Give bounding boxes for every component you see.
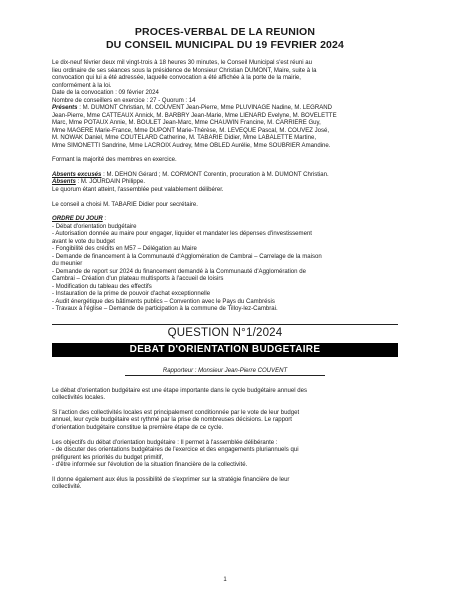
body-line: - de discuter des orientations budgétaires de l'exercice et des engagements pluriannuels qui (52, 447, 299, 454)
body-paragraph-4 (52, 477, 398, 492)
agenda-item: - Demande de report sur 2024 du financement demandé à la Communauté d'Agglomération de (52, 268, 306, 275)
agenda-heading: ORDRE DU JOUR (52, 216, 103, 223)
body-line: Les objectifs du débat d'orientation budgétaire : Il permet à l'assemblée délibérante : (52, 439, 278, 446)
page-number: 1 (223, 577, 227, 583)
presents-label: Présents (52, 105, 78, 111)
intro-paragraph (52, 60, 398, 150)
quorum-statement: Le quorum étant atteint, l'assemblée peut valablement délibérer. (52, 186, 224, 193)
agenda-item: - Autorisation donnée au maire pour engager, liquider et mandater les dépenses d'investissement (52, 231, 312, 238)
agenda-item: avant le vote du budget (52, 238, 115, 245)
presents-line (52, 105, 398, 113)
agenda-item: - Demande de financement à la Communauté d'Agglomération de Cambrai – Carrelage de la maison (52, 253, 322, 260)
excused-text: : M. DEHON Gérard ; M. CORMONT Corentin, procuration à M. DUMONT Christian. (101, 171, 329, 178)
presents-text: : M. DUMONT Christian, M. COUVENT Jean-Pierre, Mme PLUVINAGE Nadine, M. LEGRAND (77, 105, 333, 111)
presents-line: Jean-Pierre, Mme CATTEAUX Annick, M. BARBRY Jean-Marie, Mme LIENARD Evelyne, M. BOVELETTE (52, 112, 337, 119)
presents-line: Mme MAGERE Marie-France, Mme DUPONT Marie-Thérèse, M. LEVEQUE Pascal, M. COUVEZ José, (52, 127, 330, 134)
presents-line: Mme SIMONETTI Sandrine, Mme LACROIX Audrey, Mme OBLED Aurélie, Mme SOUBRIER Amandine. (52, 142, 331, 149)
councillors-count: Nombre de conseillers en exercice : 27 - Quorum : 14 (52, 97, 196, 104)
body-paragraph-3 (52, 440, 398, 470)
body-paragraph-2 (52, 410, 398, 433)
agenda-item: Cambrai – Création d'un plateau multisports à l'accueil de loisirs (52, 276, 224, 283)
agenda-item: - Fongibilité des crédits en M57 – Délégation au Maire (52, 246, 197, 253)
majority-statement: Formant la majorité des membres en exercice. (52, 157, 177, 164)
agenda-item: - Modification du tableau des effectifs (52, 283, 152, 290)
intro-line: convocation qui lui a été adressée, laquelle convocation a été affichée à la porte de la mairie, (52, 75, 301, 81)
document-title-line-1: PROCES-VERBAL DE LA REUNION (134, 26, 316, 38)
body-line: annuel, leur cycle budgétaire est rythmé par la prise de nombreuses décisions. Le rapport (52, 417, 292, 424)
agenda-heading-suffix: : (102, 216, 107, 223)
document-title-line-2: DU CONSEIL MUNICIPAL DU 19 FEVRIER 2024 (105, 38, 345, 51)
secretary-statement: Le conseil a choisi M. TABARIE Didier pour secrétaire. (52, 201, 198, 208)
body-line: d'orientation budgétaire constitue la première étape de ce cycle. (52, 424, 224, 431)
agenda-section (52, 216, 398, 314)
agenda-item: - Instauration de la prime de pouvoir d'achat exceptionnelle (52, 291, 211, 298)
body-line: préfigurent les priorités du budget primitif, (52, 454, 164, 461)
absents-text: : M. JOURDAIN Philippe. (75, 179, 146, 186)
agenda-item: du meunier (52, 261, 83, 268)
body-line: Il donne également aux élus la possibilité de s'exprimer sur la stratégie financière de leur (52, 476, 290, 483)
body-line: Le débat d'orientation budgétaire est une étape importante dans le cycle budgétaire annuel des (52, 387, 307, 394)
question-number-heading: QUESTION N°1/2024 (52, 324, 398, 340)
intro-line: Le dix-neuf février deux mil vingt-trois à 18 heures 30 minutes, le Conseil Municipal s'est réuni au (52, 60, 312, 66)
intro-line: lieu ordinaire de ses séances sous la présidence de Monsieur Christian DUMONT, Maire, suite à la (52, 67, 317, 74)
body-paragraph-1 (52, 388, 398, 403)
absents-label: Absents (52, 179, 76, 186)
body-line: - d'être informée sur l'évolution de la situation financière de la collectivité. (52, 462, 248, 469)
absents-line (52, 179, 398, 187)
question-subject-banner: DEBAT D'ORIENTATION BUDGETAIRE (52, 343, 398, 357)
presents-line: M. NOWAK Daniel, Mme COUTELARD Catherine, M. TABARIE Didier, Mme LABALETTE Martine, (52, 135, 317, 141)
body-line: Si l'action des collectivités locales est principalement conditionnée par le vote de leur budget (52, 409, 300, 416)
excused-line (52, 172, 398, 180)
convocation-date: Date de la convocation : 09 février 2024 (52, 90, 159, 96)
agenda-item: - Travaux à l'église – Demande de participation à la commune de Tilloy-lez-Cambrai. (52, 306, 278, 313)
body-line: collectivités locales. (52, 395, 106, 402)
agenda-heading-line (52, 216, 398, 224)
excused-label: Absents excusés (52, 171, 102, 178)
rapporteur-line: Rapporteur : Monsieur Jean-Pierre COUVENT (125, 367, 325, 376)
presents-line: Marc, Mme POTAUX Annie, M. BOULET Jean-Marc, Mme CHAUWIN Francine, M. CARRIERE Guy, (52, 120, 321, 126)
agenda-item: - Audit énergétique des bâtiments publics – Convention avec le Pays du Cambrésis (52, 298, 275, 305)
body-line: collectivité. (52, 484, 82, 491)
intro-line: conformément à la loi. (52, 82, 112, 89)
agenda-item: - Débat d'orientation budgétaire (52, 223, 137, 230)
